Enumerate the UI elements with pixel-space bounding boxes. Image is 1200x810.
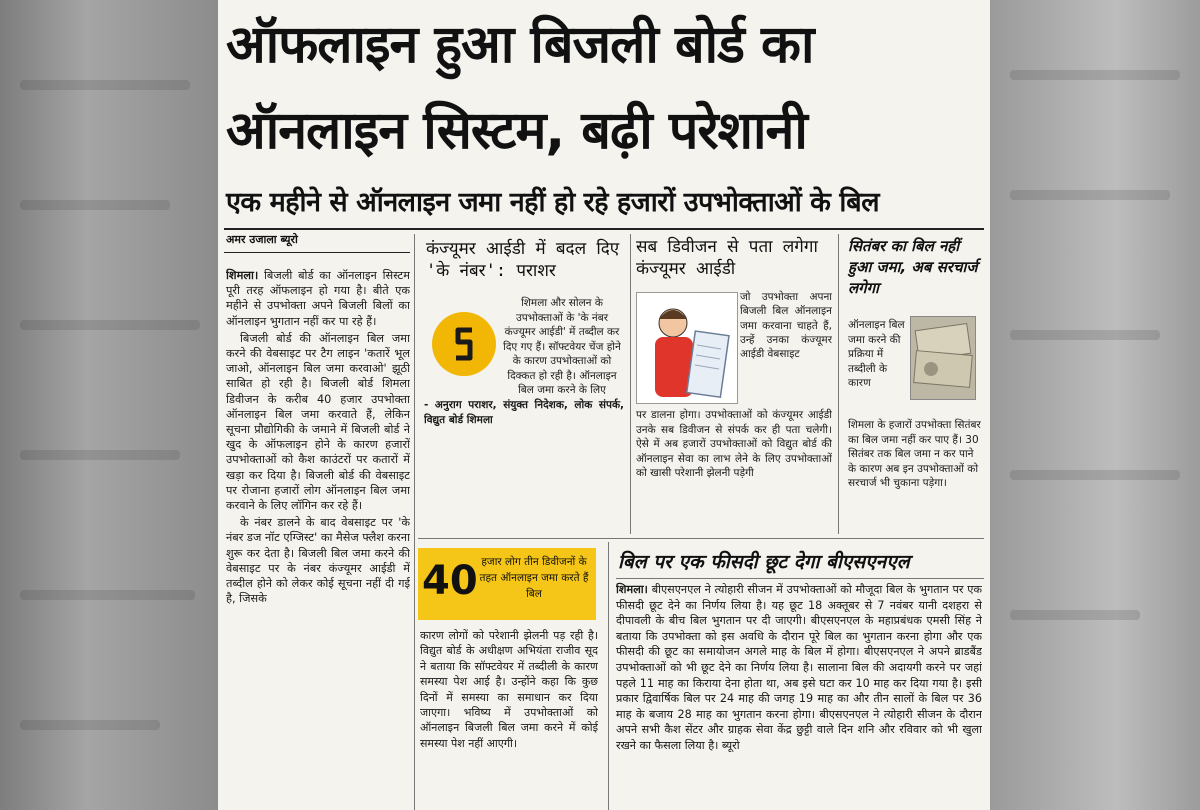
subheadline: एक महीने से ऑनलाइन जमा नहीं हो रहे हजारों उपभोक्ताओं के बिल — [226, 187, 880, 218]
worried-man-cartoon — [636, 292, 738, 404]
divider — [616, 578, 984, 579]
divider — [418, 538, 984, 539]
blurred-text-line — [20, 450, 180, 460]
box3-text: शिमला के हजारों उपभोक्ता सितंबर का बिल जमा नहीं कर पाए हैं। 30 सितंबर तक बिल जमा न कर पाने के कारण अब इन उपभोक्ताओं को सरचार्ज भी चुकाना पड़ेगा। — [848, 419, 981, 490]
headline-line-2: ऑनलाइन सिस्टम, बढ़ी परेशानी — [226, 101, 807, 161]
headline-line-1: ऑफलाइन हुआ बिजली बोर्ड का — [226, 15, 814, 75]
box2-text-top — [740, 290, 832, 406]
blurred-text-line — [20, 720, 160, 730]
divider — [224, 228, 984, 230]
box3-text-bottom — [848, 418, 984, 534]
newspaper-clipping — [218, 0, 990, 810]
bsnl-headline: बिल पर एक फीसदी छूट देगा बीएसएनएल — [618, 551, 910, 573]
stat-box — [418, 548, 596, 620]
box1-text-bottom — [424, 298, 624, 528]
column-divider — [608, 542, 609, 810]
paragraph — [226, 268, 410, 329]
box3-title: सितंबर का बिल नहीं हुआ जमा, अब सरचार्ज लगेगा — [848, 237, 978, 297]
continued-story-column — [420, 628, 598, 810]
blurred-text-line — [20, 590, 195, 600]
column-divider — [630, 234, 631, 534]
box1-text: शिमला और सोलन के उपभोक्ताओं के 'के नंबर कंज्यूमर आईडी' में तब्दील कर दिए गए हैं। सॉफ्टवेयर चेंज होने के कारण उपभोक्ताओं को दिक्कत हो रही है। ऑनलाइन बिल जमा करने के लिए — [503, 297, 621, 396]
column-divider — [414, 234, 415, 810]
box3-text: ऑनलाइन बिल जमा करने की प्रक्रिया में तब्दीली के कारण — [848, 319, 905, 389]
byline: अमर उजाला ब्यूरो — [226, 233, 298, 246]
dateline: शिमला। — [226, 269, 259, 282]
money-icon — [911, 317, 975, 399]
bsnl-story-text — [616, 582, 982, 810]
box3-text-top — [848, 318, 908, 418]
stat-number: 40 — [422, 558, 478, 604]
cartoon-icon — [637, 293, 737, 403]
bsnl-text: बीएसएनएल ने त्योहारी सीजन में उपभोक्ताओं को मौजूदा बिल के भुगतान पर एक फीसदी छूट देने का निर्णय लिया है। यह छूट 18 अक्तूबर से 7 नवंबर यानी दशहरा से दीपावली के बीच बिल भुगतान पर दी जाएगी। बीएसएनएल के महाप्रबंधक एमसी सिंह ने बताया कि उपभोक्ता को इस अवधि के दौरान पूरे बिल का भुगतान करना होगा और एक फीसदी की छूट का समायोजन अगले माह के बिल में होगा। बीएसएनएल ने अपने ब्राडबैंड उपभोक्ताओं को भी छूट देने का निर्णय लिया है। सालाना बिल की अदायगी करने पर जहां पहले 11 माह का किराया देना होता था, अब इसे घटा कर 10 माह कर दिया गया है। इसी प्रकार द्विवार्षिक बिल पर 24 माह की जगह 19 माह का और तीन सालों के बिल पर 36 माह के बजाय 28 माह का भुगतान करना होगा। बीएसएनएल ने त्योहारी सीजन के दौरान अपने सभी कैश सेंटर और ग्राहक सेवा केंद्र छुट्टी वाले दिन शनि और रविवार को भी खुला रखने का फैसला लिया है। ब्यूरो — [616, 583, 982, 752]
blurred-text-line — [20, 200, 170, 210]
box1-attribution: - अनुराग पराशर, संयुक्त निदेशक, लोक संपर्क, विद्युत बोर्ड शिमला — [424, 399, 624, 426]
blurred-background-right — [990, 0, 1200, 810]
divider — [224, 252, 410, 253]
box2-text-bottom — [636, 408, 832, 534]
blurred-text-line — [1010, 610, 1140, 620]
blurred-text-line — [1010, 190, 1170, 200]
currency-notes-image — [910, 316, 976, 400]
blurred-text-line — [1010, 330, 1160, 340]
paragraph: बिजली बोर्ड की ऑनलाइन बिल जमा करने की वेबसाइट पर टैग लाइन 'कतारें भूल जाओ, ऑनलाइन बिल जमा करवाओ' झूठी साबित हो रही है। बिजली बोर्ड शिमला डिवीजन के करीब 40 हजार उपभोक्ता ऑनलाइन बिल जमा करवाते हैं, लेकिन सूचना प्रौद्योगिकी के जमाने में बिजली बोर्ड ने खुद के ऑफलाइन होने के कारण हजारों उपभोक्ताओं को कैश काउंटरों पर कतारों में खड़ा कर दिया है। बिजली बोर्ड की वेबसाइट पर रोजाना हजारों लोग ऑनलाइन बिल जमा करवाने के लिए लॉगिन कर रहे हैं। — [226, 331, 410, 513]
column-divider — [838, 234, 839, 534]
box2-text: पर डालना होगा। उपभोक्ताओं को कंज्यूमर आईडी उनके सब डिवीजन से संपर्क कर ही पता चलेगी। ऐसे में अब हजारों उपभोक्ताओं को विद्युत बोर्ड की ऑनलाइन सेवा का लाभ लेने के लिए उपभोक्ताओं को खासी परेशानी झेलनी पड़ेगी — [636, 409, 832, 480]
blurred-text-line — [20, 80, 190, 90]
box1-title: कंज्यूमर आईडी में बदल दिए 'के नंबर': पराशर — [426, 239, 620, 281]
box2-title: सब डिवीजन से पता लगेगा कंज्यूमर आईडी — [636, 237, 818, 279]
main-story-column — [226, 268, 410, 808]
paragraph-text: बिजली बोर्ड का ऑनलाइन सिस्टम पूरी तरह ऑफलाइन हो गया है। बीते एक महीने से उपभोक्ता अपने बिजली बिलों का ऑनलाइन भुगतान नहीं कर पा रहे हैं। — [226, 269, 410, 328]
blurred-text-line — [1010, 470, 1180, 480]
continued-story-text: कारण लोगों को परेशानी झेलनी पड़ रही है। विद्युत बोर्ड के अधीक्षण अभियंता राजीव सूद ने बताया कि सॉफ्टवेयर में तब्दीली के कारण समस्या पेश आई है। उन्होंने कहा कि कुछ दिनों में समस्या का समाधान कर दिया जाएगा। भविष्य में उपभोक्ताओं को ऑनलाइन बिजली बिल जमा करने में कोई समस्या पेश नहीं आएगी। — [420, 629, 598, 750]
dateline: शिमला। — [616, 583, 648, 596]
blurred-text-line — [20, 320, 200, 330]
blurred-background-left — [0, 0, 218, 810]
blurred-text-line — [1010, 70, 1180, 80]
stat-text: हजार लोग तीन डिवीजनों के तहत ऑनलाइन जमा करते हैं बिल — [479, 556, 589, 600]
paragraph: के नंबर डालने के बाद वेबसाइट पर 'के नंबर डज नॉट एग्जिस्ट' का मैसेज फ्लैश करना शुरू कर देता है। बिजली बिल जमा करने की वेबसाइट पर के नंबर कंज्यूमर आईडी में तब्दील होने को लेकर कोई सूचना नहीं दी गई है, जिसके — [226, 516, 410, 606]
box2-text: जो उपभोक्ता अपना बिजली बिल ऑनलाइन जमा करवाना चाहते हैं, उन्हें उनका कंज्यूमर आईडी वेबसाइट — [740, 291, 832, 361]
